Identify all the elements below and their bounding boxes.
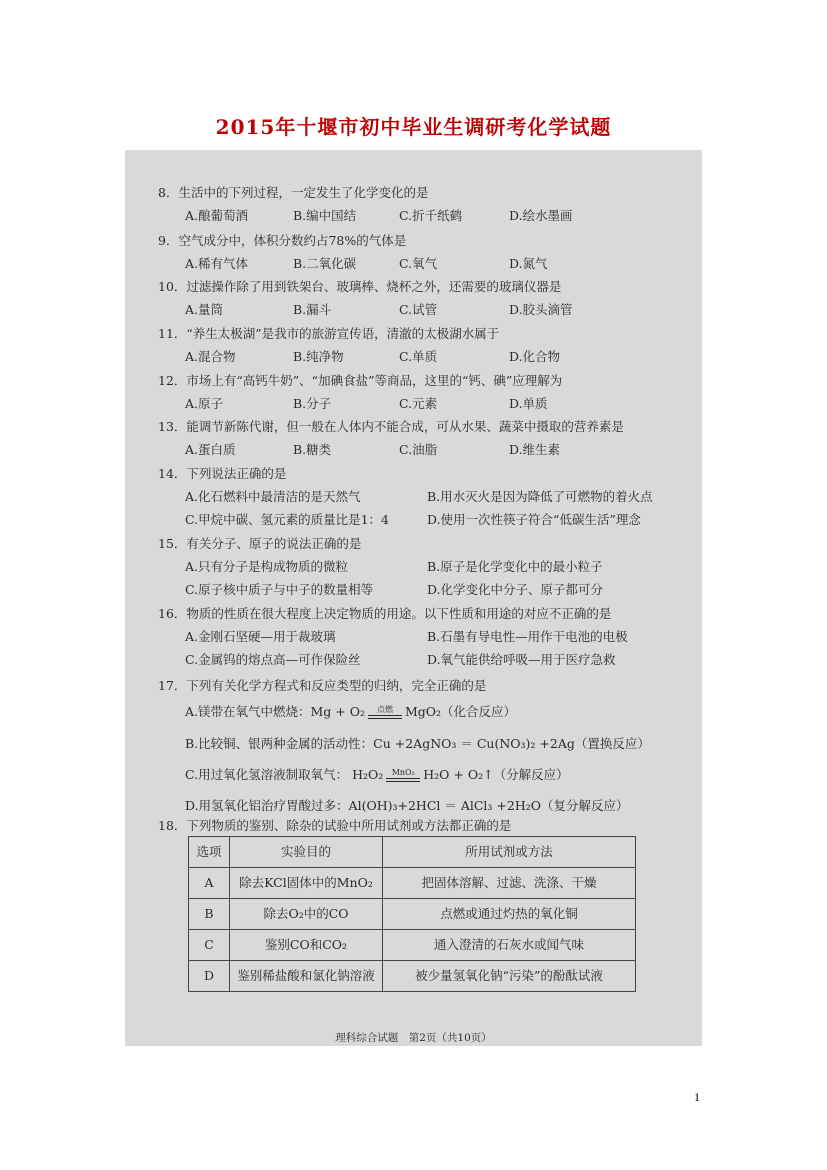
question-13-option-b: B.糖类 <box>293 442 332 457</box>
document-title: 2015年十堰市初中毕业生调研考化学试题 <box>215 115 612 139</box>
question-17-option-d: D.用氢氧化铝治疗胃酸过多：Al(OH)₃+2HCl ＝ AlCl₃ +2H₂O（复分解反应） <box>185 798 629 813</box>
page-number: 1 <box>694 1090 700 1104</box>
table-cell: 除去O₂中的CO <box>230 899 383 930</box>
question-16-option-a: A.金刚石坚硬—用于裁玻璃 <box>185 629 336 644</box>
question-11-option-a: A.混合物 <box>185 349 236 364</box>
question-17-option-b: B.比较铜、银两种金属的活动性：Cu +2AgNO₃ ＝ Cu(NO₃)₂ +2Ag（置换反应） <box>185 736 650 751</box>
question-12-option-d: D.单质 <box>509 396 548 411</box>
question-14-option-d: D.使用一次性筷子符合“低碳生活”理念 <box>427 512 641 527</box>
table-cell: 通入澄清的石灰水或闻气味 <box>383 930 636 961</box>
reaction-condition-label: MnO₂ <box>391 768 415 777</box>
table-row <box>189 930 636 961</box>
equals-sign <box>386 778 420 782</box>
table-cell: 鉴别稀盐酸和氯化钠溶液 <box>230 961 383 992</box>
question-16-option-c: C.金属钨的熔点高—可作保险丝 <box>185 652 361 667</box>
question-8-option-d: D.绘水墨画 <box>509 208 573 223</box>
option-c-reactants: C.用过氧化氢溶液制取氧气： H₂O₂ <box>185 767 384 782</box>
question-10-option-d: D.胶头滴管 <box>509 302 573 317</box>
question-16-stem: 16．物质的性质在很大程度上决定物质的用途。以下性质和用途的对应不正确的是 <box>158 606 612 621</box>
table-cell: 除去KCl固体中的MnO₂ <box>230 868 383 899</box>
table-cell: 被少量氢氧化钠“污染”的酚酞试液 <box>383 961 636 992</box>
equals-sign <box>368 715 402 719</box>
question-14-option-b: B.用水灭火是因为降低了可燃物的着火点 <box>427 489 653 504</box>
question-16-option-d: D.氧气能供给呼吸—用于医疗急救 <box>427 652 616 667</box>
question-13-option-d: D.维生素 <box>509 442 561 457</box>
reaction-condition-arrow <box>386 769 420 782</box>
question-17-stem: 17．下列有关化学方程式和反应类型的归纳，完全正确的是 <box>158 678 487 693</box>
question-15-option-b: B.原子是化学变化中的最小粒子 <box>427 559 603 574</box>
reaction-condition-arrow <box>368 706 402 719</box>
question-9-option-a: A.稀有气体 <box>185 256 249 271</box>
table-row <box>189 899 636 930</box>
table-header-cell: 实验目的 <box>230 837 383 868</box>
question-9-stem: 9．空气成分中，体积分数约占78%的气体是 <box>158 233 407 248</box>
question-14-stem: 14．下列说法正确的是 <box>158 466 287 481</box>
question-11-option-d: D.化合物 <box>509 349 561 364</box>
question-9-option-b: B.二氧化碳 <box>293 256 357 271</box>
option-c-products: H₂O + O₂↑（分解反应） <box>423 767 569 782</box>
question-15-stem: 15．有关分子、原子的说法正确的是 <box>158 536 362 551</box>
question-13-option-a: A.蛋白质 <box>185 442 236 457</box>
question-8-option-a: A.酿葡萄酒 <box>185 208 249 223</box>
question-10-option-b: B.漏斗 <box>293 302 332 317</box>
table-cell: D <box>189 961 230 992</box>
table-header-cell: 所用试剂或方法 <box>383 837 636 868</box>
table-cell: C <box>189 930 230 961</box>
table-cell: 点燃或通过灼热的氧化铜 <box>383 899 636 930</box>
table-header-row <box>189 837 636 868</box>
question-13-stem: 13．能调节新陈代谢，但一般在人体内不能合成，可从水果、蔬菜中摄取的营养素是 <box>158 419 624 434</box>
question-8-option-b: B.编中国结 <box>293 208 357 223</box>
question-10-option-c: C.试管 <box>399 302 438 317</box>
question-12-stem: 12．市场上有“高钙牛奶”、“加碘食盐”等商品，这里的“钙、碘”应理解为 <box>158 373 563 388</box>
question-13-option-c: C.油脂 <box>399 442 438 457</box>
table-header-cell: 选项 <box>189 837 230 868</box>
reaction-condition-label: 点燃 <box>376 705 393 714</box>
table-cell: 把固体溶解、过滤、洗涤、干燥 <box>383 868 636 899</box>
question-8-option-c: C.折千纸鹤 <box>399 208 463 223</box>
question-16-option-b: B.石墨有导电性—用作干电池的电极 <box>427 629 628 644</box>
question-14-option-c: C.甲烷中碳、氢元素的质量比是1：4 <box>185 512 389 527</box>
question-18-table <box>188 836 636 992</box>
table-cell: A <box>189 868 230 899</box>
question-17-option-c <box>185 769 569 782</box>
table-row <box>189 961 636 992</box>
question-8-stem: 8．生活中的下列过程，一定发生了化学变化的是 <box>158 185 429 200</box>
table-row <box>189 868 636 899</box>
question-15-option-a: A.只有分子是构成物质的微粒 <box>185 559 349 574</box>
question-15-option-d: D.化学变化中分子、原子都可分 <box>427 582 604 597</box>
question-17-option-a <box>185 706 516 719</box>
question-11-stem: 11．“养生太极湖”是我市的旅游宣传语，清澈的太极湖水属于 <box>158 326 500 341</box>
scan-footer: 理科综合试题 第2页（共10页） <box>335 1032 492 1044</box>
question-11-option-b: B.纯净物 <box>293 349 344 364</box>
question-9-option-c: C.氧气 <box>399 256 438 271</box>
question-12-option-a: A.原子 <box>185 396 224 411</box>
question-18-stem: 18．下列物质的鉴别、除杂的试验中所用试剂或方法都正确的是 <box>158 818 512 833</box>
question-15-option-c: C.原子核中质子与中子的数量相等 <box>185 582 374 597</box>
question-12-option-c: C.元素 <box>399 396 438 411</box>
question-10-stem: 10．过滤操作除了用到铁架台、玻璃棒、烧杯之外，还需要的玻璃仪器是 <box>158 279 562 294</box>
question-12-option-b: B.分子 <box>293 396 332 411</box>
question-10-option-a: A.量筒 <box>185 302 224 317</box>
option-a-products: MgO₂（化合反应） <box>404 704 517 719</box>
question-9-option-d: D.氮气 <box>509 256 548 271</box>
question-14-option-a: A.化石燃料中最清洁的是天然气 <box>185 489 361 504</box>
scanned-exam-page <box>125 150 702 1046</box>
table-cell: B <box>189 899 230 930</box>
question-11-option-c: C.单质 <box>399 349 438 364</box>
table-cell: 鉴别CO和CO₂ <box>230 930 383 961</box>
option-a-reactants: A.镁带在氧气中燃烧：Mg + O₂ <box>185 704 365 719</box>
